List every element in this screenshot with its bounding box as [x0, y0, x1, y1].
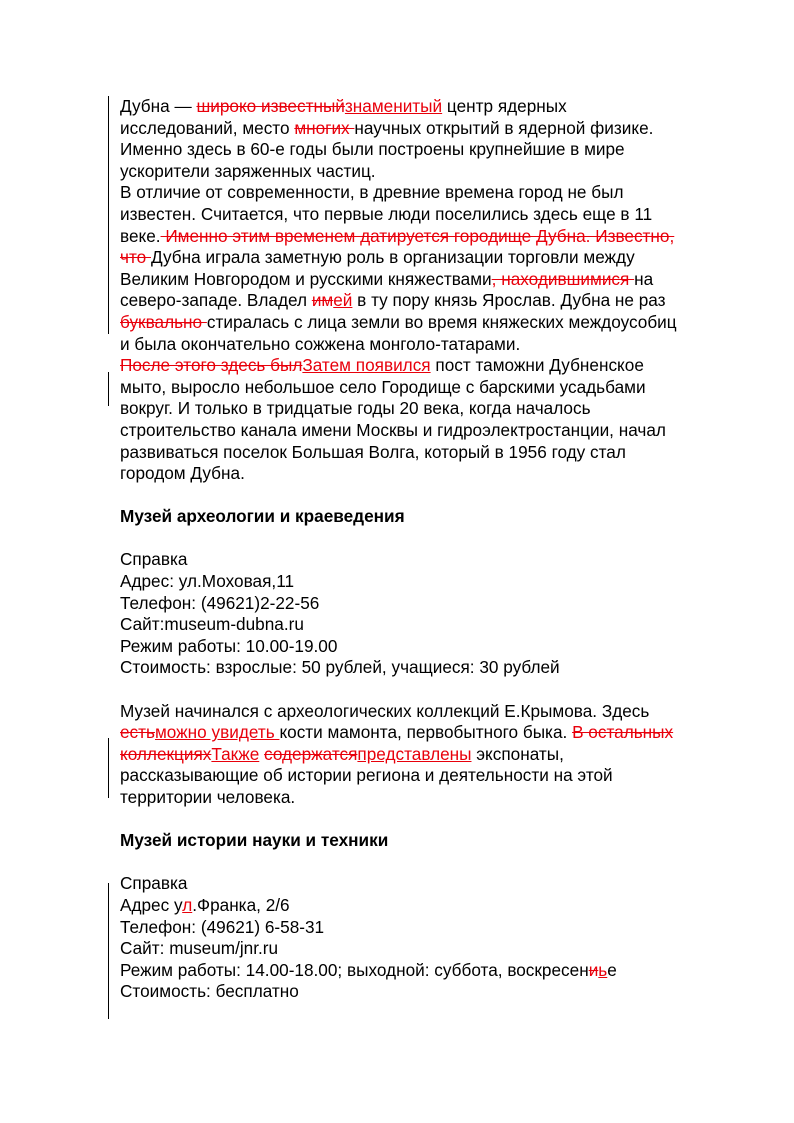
change-bar: [108, 738, 109, 798]
inserted-text: можно увидеть: [154, 722, 280, 743]
text-run: Музей начинался с археологических коллекций Е.Крымова. Здесь: [120, 700, 650, 721]
inserted-text: Также: [211, 743, 260, 764]
deleted-text: содержатся: [264, 743, 358, 764]
text-run: научных открытий в ядерной физике. Именно здесь в 60-е годы были построены крупнейшие в мире ускорители заряженных частиц.: [120, 117, 654, 181]
museum1-price: Стоимость: взрослые: 50 рублей, учащиеся: 30 рублей: [120, 657, 560, 678]
museum2-ref-label: Справка: [120, 873, 188, 894]
text-run: В отличие от современности, в древние времена город не был известен. Считается, что первые люди поселились здесь еще в 11 веке.: [120, 182, 653, 246]
deleted-text: и: [588, 959, 599, 980]
deleted-text: В остальных коллекциях: [120, 722, 674, 764]
intro-paragraph-1: [120, 96, 680, 182]
museum1-address: [120, 571, 680, 593]
text-run: Режим работы: 10.00-19.00: [120, 635, 338, 656]
change-bar: [108, 372, 109, 406]
museum1-hours: [120, 636, 680, 658]
deleted-text: многих: [294, 117, 355, 138]
museum1-site: Сайт:museum-dubna.ru: [120, 614, 304, 635]
museum2-hours: [120, 960, 680, 982]
text-run: центр ядерных исследований, место: [120, 96, 567, 138]
inserted-text: знаменитый: [344, 96, 443, 116]
intro-paragraph-3: [120, 355, 680, 485]
deleted-text: После этого здесь был: [120, 355, 303, 376]
inserted-text: ей: [333, 290, 353, 311]
intro-paragraph-2: [120, 182, 680, 355]
text-run: е: [607, 959, 617, 980]
text-run: стиралась с лица земли во время княжеских междоусобиц и была окончательно сожжена монголо-татарами.: [120, 311, 677, 354]
museum1-description: [120, 701, 680, 809]
text-run: в ту пору князь Ярослав. Дубна не раз: [352, 290, 666, 311]
museum1-ref-label: Справка: [120, 549, 188, 570]
text-run: Дубна —: [120, 96, 197, 116]
deleted-text: им: [311, 290, 334, 311]
inserted-text: ь: [598, 959, 608, 980]
document-body: [120, 96, 680, 1003]
change-bar: [108, 883, 109, 1019]
deleted-text: Именно этим временем датируется городище Дубна. Известно, что: [120, 225, 675, 268]
text-run: Адрес: ул.Моховая,11: [120, 571, 295, 592]
deleted-text: буквально: [120, 311, 207, 332]
text-run: экспонаты, рассказывающие об истории региона и деятельности на этой территории человека.: [120, 743, 613, 807]
text-run: на северо-западе. Владел: [120, 268, 654, 311]
text-run: Адрес у: [120, 894, 183, 915]
inserted-text: Затем появился: [302, 355, 431, 376]
text-run: .Франка, 2/6: [192, 894, 290, 915]
text-run: пост таможни Дубненское мыто, выросло небольшое село Городище с барскими усадьбами вокруг. И только в тридцатые годы 20 века, когда началось строительство канала имени Москвы и гидроэлектростанции, начал развиваться поселок Большая Волга, который в 1956 году стал городом Дубна.: [120, 355, 666, 484]
text-run: кости мамонта, первобытного быка.: [279, 722, 573, 743]
change-bar: [108, 96, 109, 334]
deleted-text: есть: [120, 722, 155, 743]
inserted-text: л: [182, 894, 193, 915]
museum2-address: [120, 895, 680, 917]
inserted-text: представлены: [357, 743, 472, 764]
museum2-phone: Телефон: (49621) 6-58-31: [120, 916, 325, 937]
deleted-text: , находившимися: [491, 268, 635, 289]
deleted-text: широко известный: [196, 96, 345, 116]
museum2-title: Музей истории науки и техники: [120, 830, 389, 851]
museum1-phone: Телефон: (49621)2-22-56: [120, 592, 320, 613]
text-run: Режим работы: 14.00-18.00; выходной: суббота, воскресен: [120, 959, 589, 980]
museum2-site: Сайт: museum/jnr.ru: [120, 938, 279, 959]
museum2-price: Стоимость: бесплатно: [120, 981, 299, 1002]
text-run: Дубна играла заметную роль в организации торговли между Великим Новгородом и русскими княжествами: [120, 247, 635, 289]
museum1-title: Музей археологии и краеведения: [120, 506, 405, 527]
